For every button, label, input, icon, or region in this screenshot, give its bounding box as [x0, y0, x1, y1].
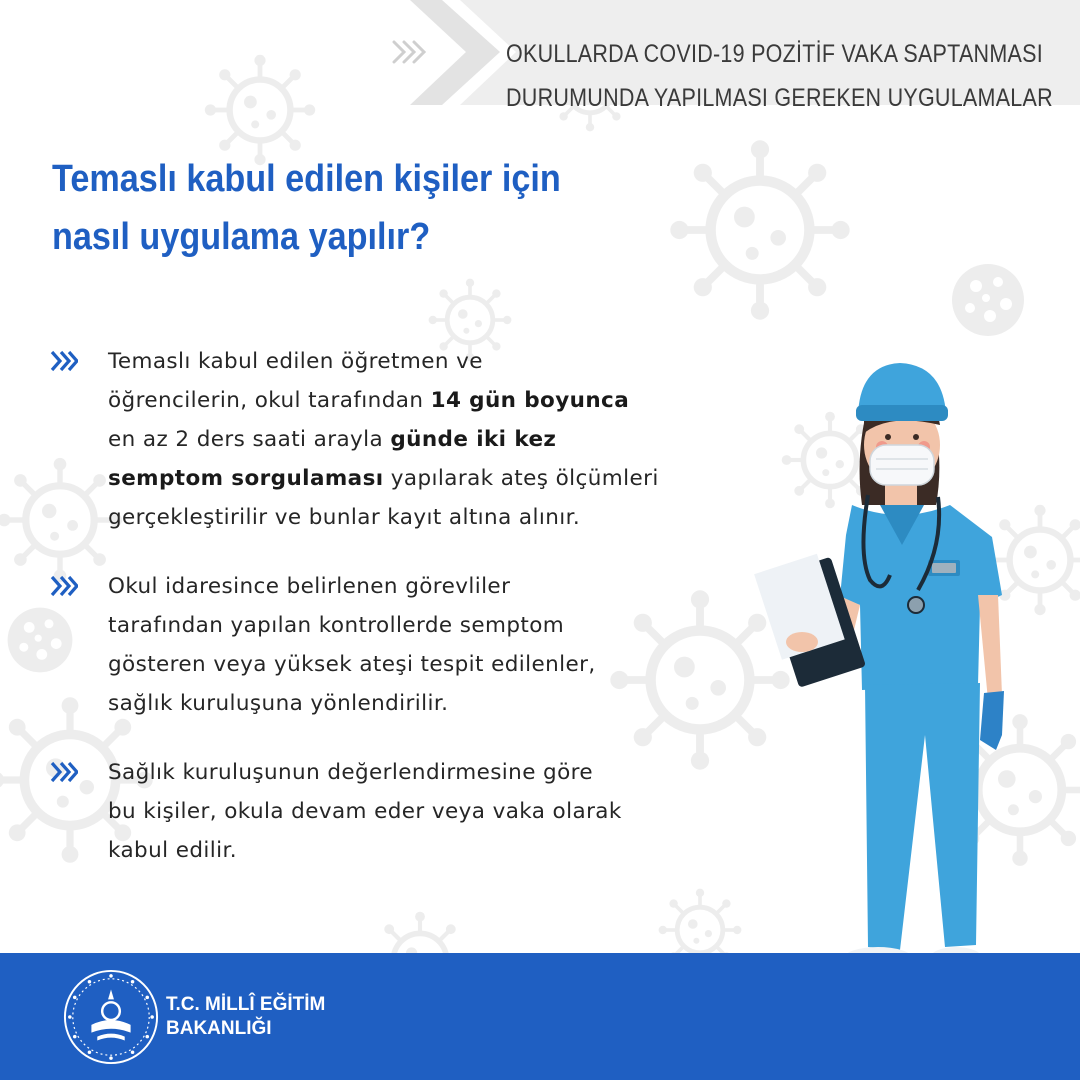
bullet-bold-segment: günde iki kez: [390, 427, 557, 452]
bullet-segment: Sağlık kuruluşunun değerlendirmesine göre: [108, 760, 594, 785]
organization-name-line-1: T.C. MİLLÎ EĞİTİM: [166, 994, 326, 1015]
bullet-text: [108, 753, 768, 870]
bullet-line: [108, 498, 768, 537]
page-title-line-2: nasıl uygulama yapılır?: [52, 216, 431, 258]
bullet-segment: bu kişiler, okula devam eder veya vaka olarak: [108, 799, 622, 824]
bullet-line: [108, 459, 768, 498]
header-title-line-1: OKULLARDA COVID-19 POZİTİF VAKA SAPTANMASI: [506, 40, 1043, 68]
page-title: [52, 150, 610, 266]
bullet-segment: tarafından yapılan kontrollerde semptom: [108, 613, 565, 638]
bullet-segment: en az 2 ders saati arayla: [108, 427, 391, 452]
bullet-segment: yapılarak ateş ölçümleri: [383, 466, 659, 491]
organization-name: [166, 993, 325, 1041]
header-title: [506, 32, 1053, 120]
bullet-item: [48, 753, 768, 870]
bullet-text: [108, 567, 768, 723]
bullet-list: [48, 342, 768, 900]
bullet-line: [108, 831, 768, 870]
bullet-segment: gerçekleştirilir ve bunlar kayıt altına alınır.: [108, 505, 581, 530]
bullet-line: [108, 753, 768, 792]
double-chevron-right-icon: [48, 573, 78, 599]
bullet-line: [108, 381, 768, 420]
bullet-line: [108, 342, 768, 381]
double-chevron-right-icon: [48, 348, 78, 374]
bullet-line: [108, 420, 768, 459]
bullet-line: [108, 606, 768, 645]
bullet-segment: Temaslı kabul edilen öğretmen ve: [108, 349, 483, 374]
bullet-item: [48, 342, 768, 537]
meb-emblem-icon: [62, 968, 160, 1066]
bullet-bold-segment: 14 gün boyunca: [430, 388, 630, 413]
bullet-segment: sağlık kuruluşuna yönlendirilir.: [108, 691, 449, 716]
organization-name-line-2: BAKANLIĞI: [166, 1018, 272, 1039]
header-title-line-2: DURUMUNDA YAPILMASI GEREKEN UYGULAMALAR: [506, 84, 1053, 112]
bullet-segment: öğrencilerin, okul tarafından: [108, 388, 431, 413]
bullet-segment: gösteren veya yüksek ateşi tespit edilenler,: [108, 652, 596, 677]
bullet-segment: kabul edilir.: [108, 838, 238, 863]
bullet-segment: Okul idaresince belirlenen görevliler: [108, 574, 511, 599]
bullet-text: [108, 342, 768, 537]
header-chevrons-icon: [392, 38, 436, 66]
bullet-bold-segment: semptom sorgulaması: [108, 466, 384, 491]
footer-bar: [0, 953, 1080, 1080]
nurse-illustration: [740, 355, 1040, 975]
double-chevron-right-icon: [48, 759, 78, 785]
bullet-line: [108, 567, 768, 606]
page-title-line-1: Temaslı kabul edilen kişiler için: [52, 158, 561, 200]
bullet-item: [48, 567, 768, 723]
bullet-line: [108, 684, 768, 723]
bullet-line: [108, 792, 768, 831]
bullet-line: [108, 645, 768, 684]
